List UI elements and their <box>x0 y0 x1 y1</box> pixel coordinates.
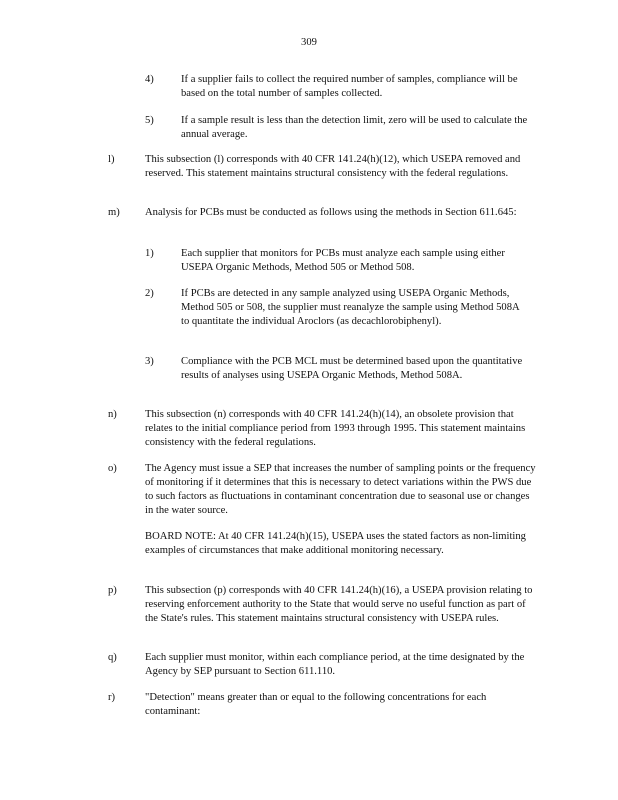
item-label: 4) <box>145 74 154 85</box>
item-text: Each supplier must monitor, within each compliance period, at the time designated by the Agency by SEP pursuant to Section 611.110. <box>145 652 525 677</box>
item-label: r) <box>108 692 116 703</box>
item-label: l) <box>108 154 115 165</box>
item-text: This subsection (p) corresponds with 40 CFR 141.24(h)(16), a USEPA provision relating to reserving enforcement authority to the State that would serve no useful function as part of the State's rules. This statement maintains structural consistency with USEPA rules. <box>145 585 533 624</box>
item-text: Compliance with the PCB MCL must be determined based upon the quantitative results of analyses using USEPA Organic Methods, Method 508A. <box>181 356 523 381</box>
item-label: n) <box>108 409 117 420</box>
item-label: p) <box>108 585 117 596</box>
page-number: 309 <box>301 37 317 48</box>
item-label: 2) <box>145 288 154 299</box>
item-text: "Detection" means greater than or equal to the following concentrations for each contaminant: <box>145 692 487 717</box>
item-label: m) <box>108 207 120 218</box>
item-text: Analysis for PCBs must be conducted as follows using the methods in Section 611.645: <box>145 207 517 218</box>
item-label: 5) <box>145 115 154 126</box>
item-text: This subsection (l) corresponds with 40 CFR 141.24(h)(12), which USEPA removed and reserved. This statement maintains structural consistency with the federal regulations. <box>145 154 521 179</box>
item-text: If a sample result is less than the detection limit, zero will be used to calculate the annual average. <box>181 115 528 140</box>
item-label: q) <box>108 652 117 663</box>
item-text: If a supplier fails to collect the required number of samples, compliance will be based on the total number of samples collected. <box>181 74 518 99</box>
item-text: This subsection (n) corresponds with 40 CFR 141.24(h)(14), an obsolete provision that relates to the initial compliance period from 1993 through 1995. This statement maintains consistency with the federal regulations. <box>145 409 526 448</box>
board-note: BOARD NOTE: At 40 CFR 141.24(h)(15), USEPA uses the stated factors as non-limiting examples of circumstances that make additional monitoring necessary. <box>145 531 526 556</box>
item-label: o) <box>108 463 117 474</box>
item-label: 3) <box>145 356 154 367</box>
item-text: Each supplier that monitors for PCBs must analyze each sample using either USEPA Organic Methods, Method 505 or Method 508. <box>181 248 505 273</box>
item-text: The Agency must issue a SEP that increases the number of sampling points or the frequency of monitoring if it determines that this is necessary to detect variations within the PWS due to such factors as fluctuations in contaminant concentration due to seasonal use or changes in the water source. <box>145 463 536 516</box>
item-label: 1) <box>145 248 154 259</box>
item-text: If PCBs are detected in any sample analyzed using USEPA Organic Methods, Method 505 or 508, the supplier must reanalyze the sample using Method 508A to quantitate the individual Aroclors (as decachlorobiphenyl). <box>181 288 520 327</box>
